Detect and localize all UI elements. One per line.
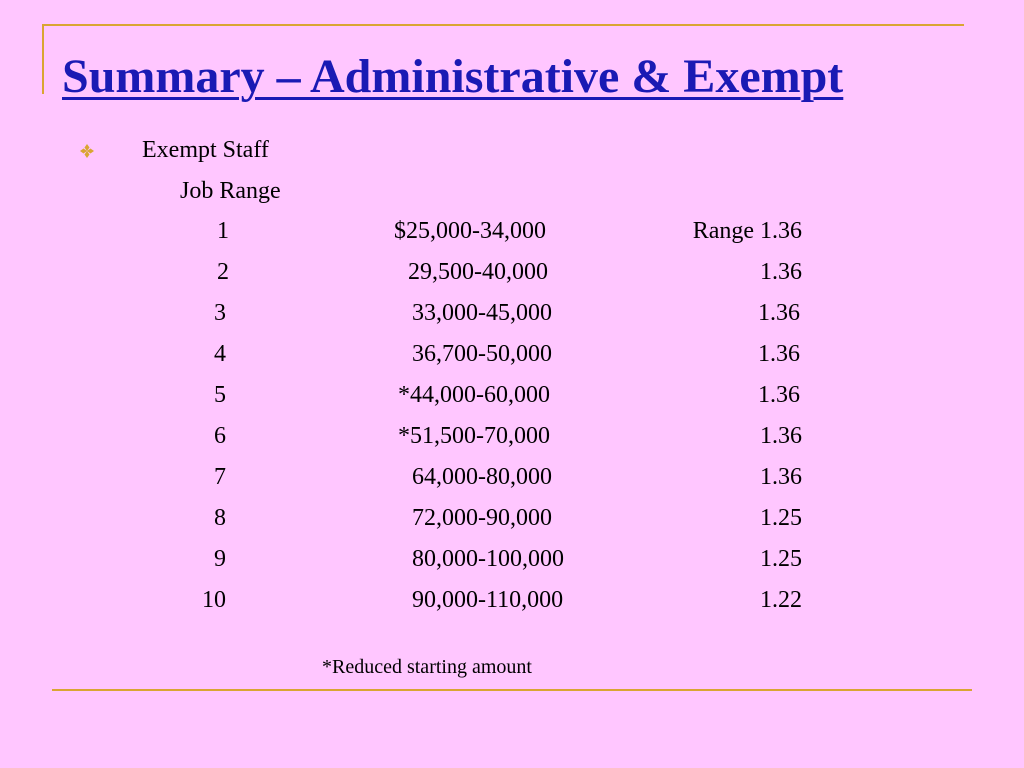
salary-range: 64,000-80,000 <box>412 464 552 490</box>
job-number: 1 <box>217 218 229 244</box>
range-ratio: 1.36 <box>760 423 802 449</box>
bullet-text: Exempt Staff <box>142 137 269 163</box>
range-ratio: 1.36 <box>758 341 800 367</box>
salary-range: 29,500-40,000 <box>408 259 548 285</box>
frame-left-rule <box>42 24 44 94</box>
range-ratio: 1.36 <box>760 259 802 285</box>
job-number: 9 <box>214 546 226 572</box>
salary-range: *44,000-60,000 <box>398 382 550 408</box>
job-number: 8 <box>214 505 226 531</box>
diamond-bullet-icon <box>80 144 94 158</box>
salary-range: 72,000-90,000 <box>412 505 552 531</box>
salary-range: *51,500-70,000 <box>398 423 550 449</box>
range-ratio: 1.25 <box>760 505 802 531</box>
range-ratio: 1.36 <box>758 382 800 408</box>
slide-title: Summary – Administrative & Exempt <box>62 50 844 103</box>
range-ratio: 1.36 <box>758 300 800 326</box>
frame-top-rule <box>42 24 964 26</box>
salary-range: 36,700-50,000 <box>412 341 552 367</box>
range-ratio: Range 1.36 <box>692 218 802 244</box>
column-header: Job Range <box>180 178 281 204</box>
job-number: 10 <box>202 587 226 613</box>
job-number: 2 <box>217 259 229 285</box>
job-number: 6 <box>214 423 226 449</box>
footnote: *Reduced starting amount <box>322 656 532 678</box>
job-number: 7 <box>214 464 226 490</box>
range-ratio: 1.25 <box>760 546 802 572</box>
job-number: 4 <box>214 341 226 367</box>
range-ratio: 1.36 <box>760 464 802 490</box>
job-number: 5 <box>214 382 226 408</box>
job-number: 3 <box>214 300 226 326</box>
salary-range: 90,000-110,000 <box>412 587 564 613</box>
salary-range: $25,000-34,000 <box>394 218 546 244</box>
salary-range: 33,000-45,000 <box>412 300 552 326</box>
salary-range: 80,000-100,000 <box>412 546 564 572</box>
frame-bottom-rule <box>52 689 972 691</box>
range-ratio: 1.22 <box>760 587 802 613</box>
